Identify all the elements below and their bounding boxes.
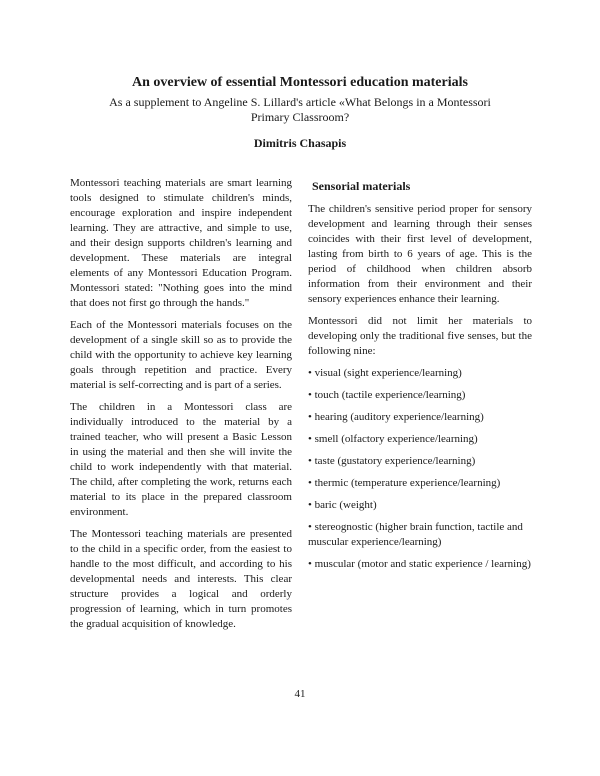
bullet-icon: • xyxy=(308,499,312,511)
list-item-text: touch (tactile experience/learning) xyxy=(314,389,466,401)
bullet-icon: • xyxy=(308,455,312,467)
bullet-icon: • xyxy=(308,367,312,379)
paragraph-sensitive-period: The children's sensitive period proper for sensory development and learning through their senses coincides with their first level of development, lasting from birth to 6 years of age. This is the period of childhood when children absorb information from their environment and their sensory experiences enhance their learning. xyxy=(308,203,532,305)
list-item-text: stereognostic (higher brain function, tactile and muscular experience/learning) xyxy=(308,521,523,548)
list-item xyxy=(308,454,532,469)
article-title: An overview of essential Montessori education materials xyxy=(132,75,468,90)
list-item xyxy=(308,520,532,550)
bullet-icon: • xyxy=(308,411,312,423)
paragraph-specific-order: The Montessori teaching materials are presented to the child in a specific order, from the easiest to handle to the most difficult, and according to his developmental needs and interests. This clear structure provides a logical and orderly progression of learning, which in turn promotes the gradual acquisition of knowledge. xyxy=(70,528,292,630)
paragraph-introduction-by-teacher: The children in a Montessori class are individually introduced to the material by a trained teacher, who will present a Basic Lesson in using the material and then she will invite the child to work independently with that material. The child, after completing the work, returns each material to its place in the prepared classroom environment. xyxy=(70,401,292,518)
bullet-icon: • xyxy=(308,521,312,533)
list-item xyxy=(308,366,532,381)
list-item-text: hearing (auditory experience/learning) xyxy=(314,411,484,423)
list-item-text: muscular (motor and static experience / learning) xyxy=(314,558,531,570)
list-item-text: visual (sight experience/learning) xyxy=(314,367,462,379)
left-column xyxy=(70,176,292,639)
bullet-icon: • xyxy=(308,433,312,445)
article-subtitle: As a supplement to Angeline S. Lillard's article «What Belongs in a Montessori Primary Classroom? xyxy=(109,95,491,124)
list-item-text: thermic (temperature experience/learning) xyxy=(314,477,501,489)
list-item-text: smell (olfactory experience/learning) xyxy=(314,433,478,445)
bullet-icon: • xyxy=(308,558,312,570)
paragraph-intro: Montessori teaching materials are smart learning tools designed to stimulate children's minds, encourage exploration and inspire independent learning. They are attractive, and simple to use, and their design supports children's learning and development. These materials are integral elements of any Montessori Education Program. Montessori stated: "Nothing goes into the mind that does not first go through the hands." xyxy=(70,177,292,309)
paragraph-nine-senses: Montessori did not limit her materials to developing only the traditional five senses, but the following nine: xyxy=(308,315,532,357)
bullet-icon: • xyxy=(308,477,312,489)
list-item xyxy=(308,432,532,447)
list-item-text: baric (weight) xyxy=(314,499,377,511)
bullet-icon: • xyxy=(308,389,312,401)
list-item xyxy=(308,388,532,403)
paragraph-single-skill: Each of the Montessori materials focuses on the development of a single skill so as to provide the child with the opportunity to achieve key learning goals through repetition and practice. Every material is self-correcting and is part of a series. xyxy=(70,319,292,391)
list-item xyxy=(308,557,532,572)
section-heading-sensorial: Sensorial materials xyxy=(312,179,411,193)
page-number: 41 xyxy=(294,688,306,700)
list-item xyxy=(308,476,532,491)
author-name: Dimitris Chasapis xyxy=(253,136,347,150)
list-item xyxy=(308,498,532,513)
list-item xyxy=(308,410,532,425)
list-item-text: taste (gustatory experience/learning) xyxy=(314,455,476,467)
right-column xyxy=(308,176,532,579)
senses-list xyxy=(308,366,532,572)
